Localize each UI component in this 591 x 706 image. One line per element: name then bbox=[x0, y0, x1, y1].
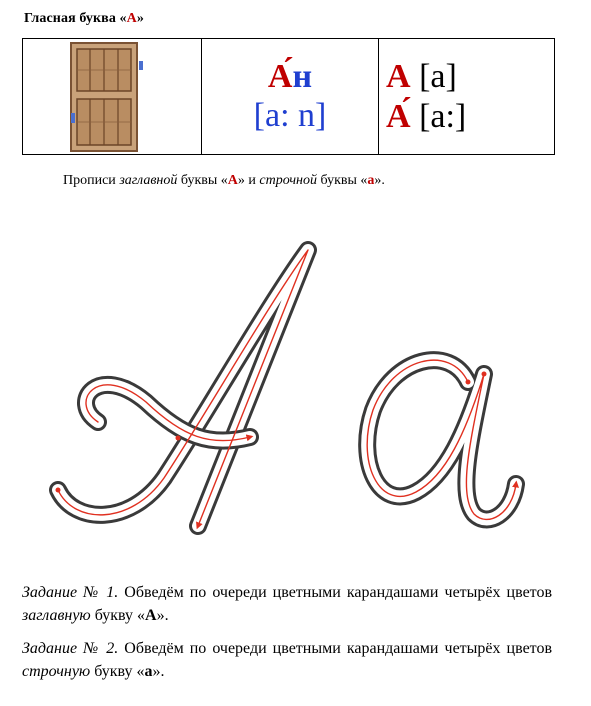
caption-letter-upper: А bbox=[227, 173, 238, 188]
task-text: букву « bbox=[90, 607, 146, 624]
caption-text: буквы « bbox=[317, 173, 368, 188]
copybook-caption bbox=[63, 173, 385, 189]
task-2 bbox=[22, 637, 552, 683]
lesson-heading bbox=[24, 11, 144, 27]
sound-letter: А bbox=[386, 57, 411, 95]
task-letter: а bbox=[144, 663, 153, 680]
caption-text: » и bbox=[237, 173, 260, 188]
task-text: букву « bbox=[90, 663, 145, 680]
heading-letter: А bbox=[126, 11, 137, 26]
caption-text: Прописи bbox=[63, 173, 120, 188]
lowercase-letter-a-stencil bbox=[367, 360, 516, 519]
task-title: Задание № 2. bbox=[22, 640, 119, 657]
door-icon bbox=[65, 41, 151, 153]
sound-row-short bbox=[379, 57, 554, 97]
sounds-cell bbox=[379, 39, 555, 155]
task-text: ». bbox=[156, 607, 169, 624]
caption-text: ». bbox=[374, 173, 385, 188]
handwriting-letters bbox=[38, 232, 538, 542]
task-emphasis: заглавную bbox=[22, 607, 91, 624]
picture-cell bbox=[23, 39, 202, 155]
task-1 bbox=[22, 581, 552, 627]
sound-letter: А́ bbox=[386, 97, 411, 135]
word-cell bbox=[202, 39, 379, 155]
caption-emphasis: заглавной bbox=[119, 173, 178, 188]
letter-table bbox=[22, 38, 555, 155]
word-stressed-letter: А́ bbox=[267, 57, 293, 95]
task-emphasis: строчную bbox=[22, 663, 91, 680]
word-rest: н bbox=[292, 57, 313, 95]
sound-row-long bbox=[379, 97, 554, 137]
heading-suffix: » bbox=[136, 11, 144, 26]
capital-letter-a-stencil bbox=[56, 250, 309, 526]
sound-transcription: [a] bbox=[419, 57, 457, 95]
caption-letter-lower: а bbox=[367, 173, 375, 188]
task-text: Обведём по очереди цветными карандашами четырёх цветов bbox=[118, 640, 553, 657]
task-text: ». bbox=[152, 663, 165, 680]
task-letter: А bbox=[145, 607, 157, 624]
word-written bbox=[202, 58, 378, 96]
caption-text: буквы « bbox=[177, 173, 228, 188]
sound-transcription: [a:] bbox=[419, 97, 467, 135]
task-text: Обведём по очереди цветными карандашами четырёх цветов bbox=[118, 584, 553, 601]
task-title: Задание № 1. bbox=[22, 584, 119, 601]
heading-text: Гласная буква « bbox=[24, 11, 127, 26]
word-transcription: [a: n] bbox=[253, 96, 327, 134]
caption-emphasis: строчной bbox=[259, 173, 317, 188]
